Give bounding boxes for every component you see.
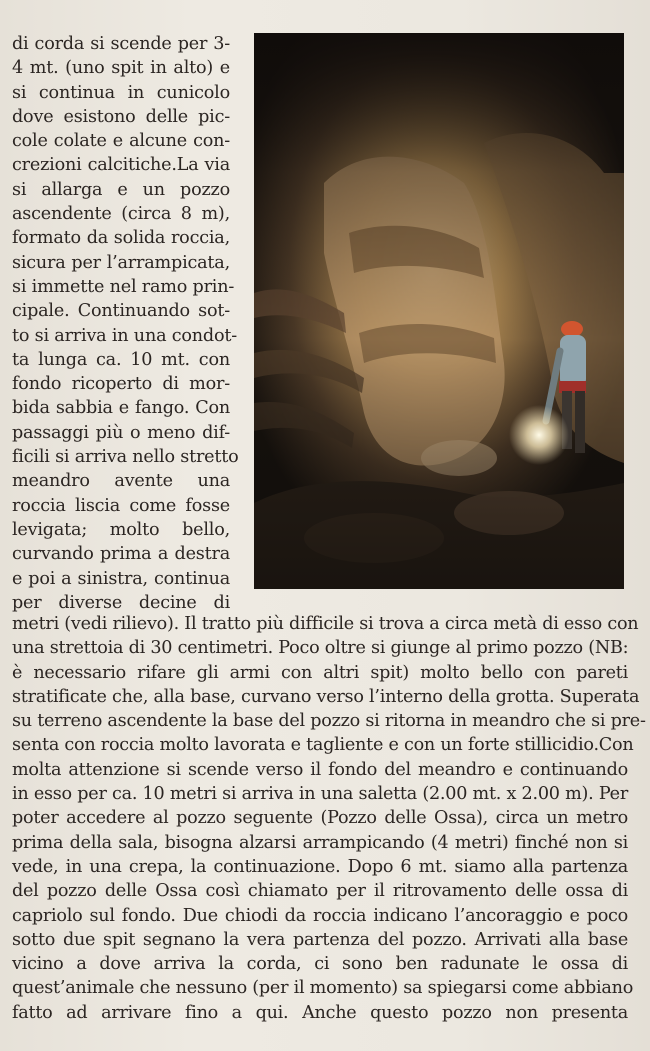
body-text-line: metri (vedi rilievo). Il tratto più difficile si trova a circa metà di esso con: [12, 614, 639, 634]
left-column-line: per diverse decine di: [12, 592, 230, 613]
left-column-line: e poi a sinistra, continua: [12, 568, 230, 589]
left-column-line: roccia liscia come fosse: [12, 495, 230, 516]
left-column-line: di corda si scende per 3-: [12, 34, 230, 54]
left-column-line: crezioni calcitiche.La via: [12, 155, 230, 176]
left-column-line: cipale. Continuando sot-: [12, 301, 230, 322]
body-text-line: vicino a dove arriva la corda, ci sono ben radunate le ossa di: [12, 954, 628, 975]
left-column-line: si immette nel ramo prin-: [12, 276, 235, 297]
cave-photo-illustration: [254, 33, 624, 589]
left-column-line: si allarga e un pozzo: [12, 179, 230, 200]
full-width-text-block: [12, 612, 646, 1025]
left-column-line: ascendente (circa 8 m),: [12, 204, 230, 225]
left-column-line: dove esistono delle pic-: [12, 106, 230, 127]
left-column-line: formato da solida roccia,: [12, 228, 230, 249]
body-text-line: vede, in una crepa, la continuazione. Dopo 6 mt. siamo alla partenza: [12, 856, 628, 877]
cave-photograph: [254, 33, 624, 589]
left-column-line: to si arriva in una condot-: [12, 325, 238, 346]
body-text-line: prima della sala, bisogna alzarsi arrampicando (4 metri) finché non si: [12, 832, 628, 853]
left-column-line: levigata; molto bello,: [12, 519, 230, 540]
body-text-line: fatto ad arrivare fino a qui. Anche questo pozzo non presenta: [12, 1002, 628, 1023]
left-column-line: si continua in cunicolo: [12, 82, 230, 103]
left-column-line: curvando prima a destra: [12, 544, 230, 565]
body-text-line: molta attenzione si scende verso il fondo del meandro e continuando: [12, 759, 628, 780]
body-text-line: in esso per ca. 10 metri si arriva in una saletta (2.00 mt. x 2.00 m). Per: [12, 784, 628, 805]
left-column-line: ficili si arriva nello stretto: [12, 447, 239, 468]
body-text-line: una strettoia di 30 centimetri. Poco oltre si giunge al primo pozzo (NB:: [12, 638, 629, 659]
body-text-line: stratificate che, alla base, curvano verso l’interno della grotta. Superata: [12, 686, 640, 707]
body-text-line: del pozzo delle Ossa così chiamato per il ritrovamento delle ossa di: [12, 881, 628, 902]
left-text-column: [12, 32, 239, 615]
left-column-line: 4 mt. (uno spit in alto) e: [12, 58, 230, 79]
left-column-line: fondo ricoperto di mor-: [12, 374, 230, 395]
body-text-line: capriolo sul fondo. Due chiodi da roccia indicano l’ancoraggio e poco: [12, 905, 628, 926]
body-text-line: è necessario rifare gli armi con altri spit) molto bello con pareti: [12, 662, 628, 683]
left-column-line: passaggi più o meno dif-: [12, 422, 230, 443]
body-text-line: quest’animale che nessuno (per il momento) sa spiegarsi come abbiano: [12, 978, 634, 999]
left-column-line: ta lunga ca. 10 mt. con: [12, 349, 230, 370]
body-text-line: poter accedere al pozzo seguente (Pozzo delle Ossa), circa un metro: [12, 808, 628, 829]
left-column-line: sicura per l’arrampicata,: [12, 252, 230, 273]
left-column-line: cole colate e alcune con-: [12, 131, 230, 152]
left-column-line: meandro avente una: [12, 471, 230, 492]
left-column-line: bida sabbia e fango. Con: [12, 398, 230, 419]
body-text-line: senta con roccia molto lavorata e tagliente e con un forte stillicidio.Con: [12, 735, 634, 756]
body-text-line: su terreno ascendente la base del pozzo si ritorna in meandro che si pre-: [12, 711, 646, 732]
body-text-line: sotto due spit segnano la vera partenza del pozzo. Arrivati alla base: [12, 929, 628, 950]
